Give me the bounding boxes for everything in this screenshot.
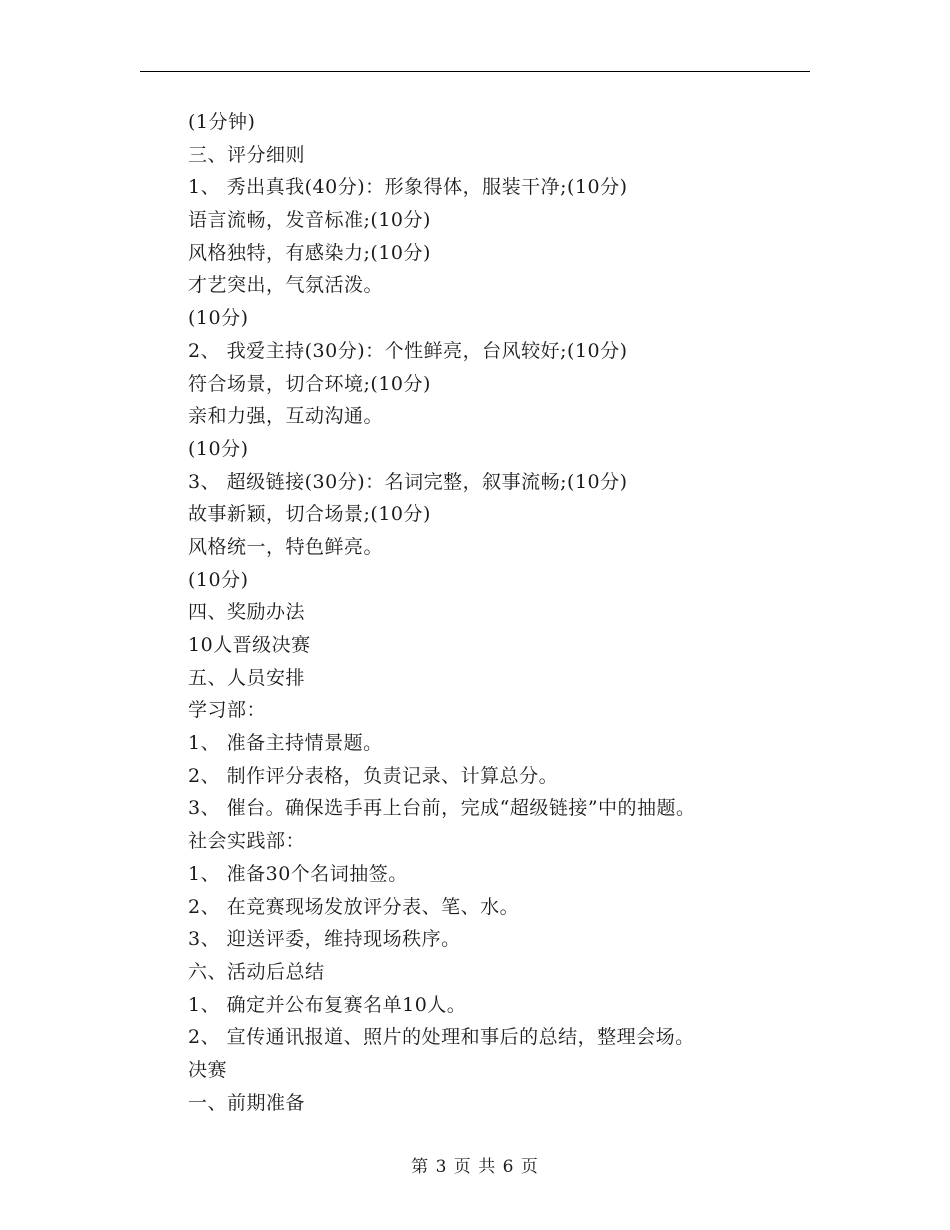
text-line: 风格统一，特色鲜亮。 [188,535,384,558]
text-line: 语言流畅，发音标准;(10分) [188,209,431,232]
text-line: 1、 准备主持情景题。 [188,732,383,755]
text-line: (10分) [188,437,249,460]
section-heading: 四、奖励办法 [188,601,306,624]
text-line: (1分钟) [188,111,256,133]
text-line: 3、 催台。确保选手再上台前，完成“超级链接”中的抽题。 [188,797,696,820]
text-line: 1、 秀出真我(40分)：形象得体，服装干净;(10分) [188,176,628,199]
section-heading: 三、评分细则 [188,143,306,166]
text-line: 3、 迎送评委，维持现场秩序。 [188,928,461,951]
text-line: 2、 在竞赛现场发放评分表、笔、水。 [188,895,520,918]
text-line: 3、 超级链接(30分)：名词完整，叙事流畅;(10分) [188,470,628,493]
text-line: 风格独特，有感染力;(10分) [188,241,431,264]
section-heading: 五、人员安排 [188,666,306,689]
text-line: 2、 宣传通讯报道、照片的处理和事后的总结，整理会场。 [188,1026,695,1049]
text-line: 亲和力强，互动沟通。 [188,405,384,428]
text-line: 故事新颖，切合场景;(10分) [188,503,431,526]
header-rule [140,71,810,72]
text-line: 2、 制作评分表格，负责记录、计算总分。 [188,764,559,787]
text-line: (10分) [188,307,249,330]
text-line: 学习部： [188,699,267,722]
page-number: 第 3 页 共 6 页 [411,1157,539,1177]
document-body [188,106,808,1119]
text-line: 1、 准备30个名词抽签。 [188,862,408,885]
section-heading: 决赛 [188,1058,228,1081]
text-line: 2、 我爱主持(30分)：个性鲜亮，台风较好;(10分) [188,339,628,362]
text-line: 社会实践部： [188,830,306,853]
text-line: 10人晋级决赛 [188,634,311,656]
text-line: 符合场景，切合环境;(10分) [188,372,431,395]
section-heading: 一、前期准备 [188,1091,306,1114]
section-heading: 六、活动后总结 [188,960,325,983]
text-line: 1、 确定并公布复赛名单10人。 [188,993,467,1016]
text-line: (10分) [188,568,249,591]
text-line: 才艺突出，气氛活泼。 [188,274,384,297]
page-footer [0,1152,950,1177]
